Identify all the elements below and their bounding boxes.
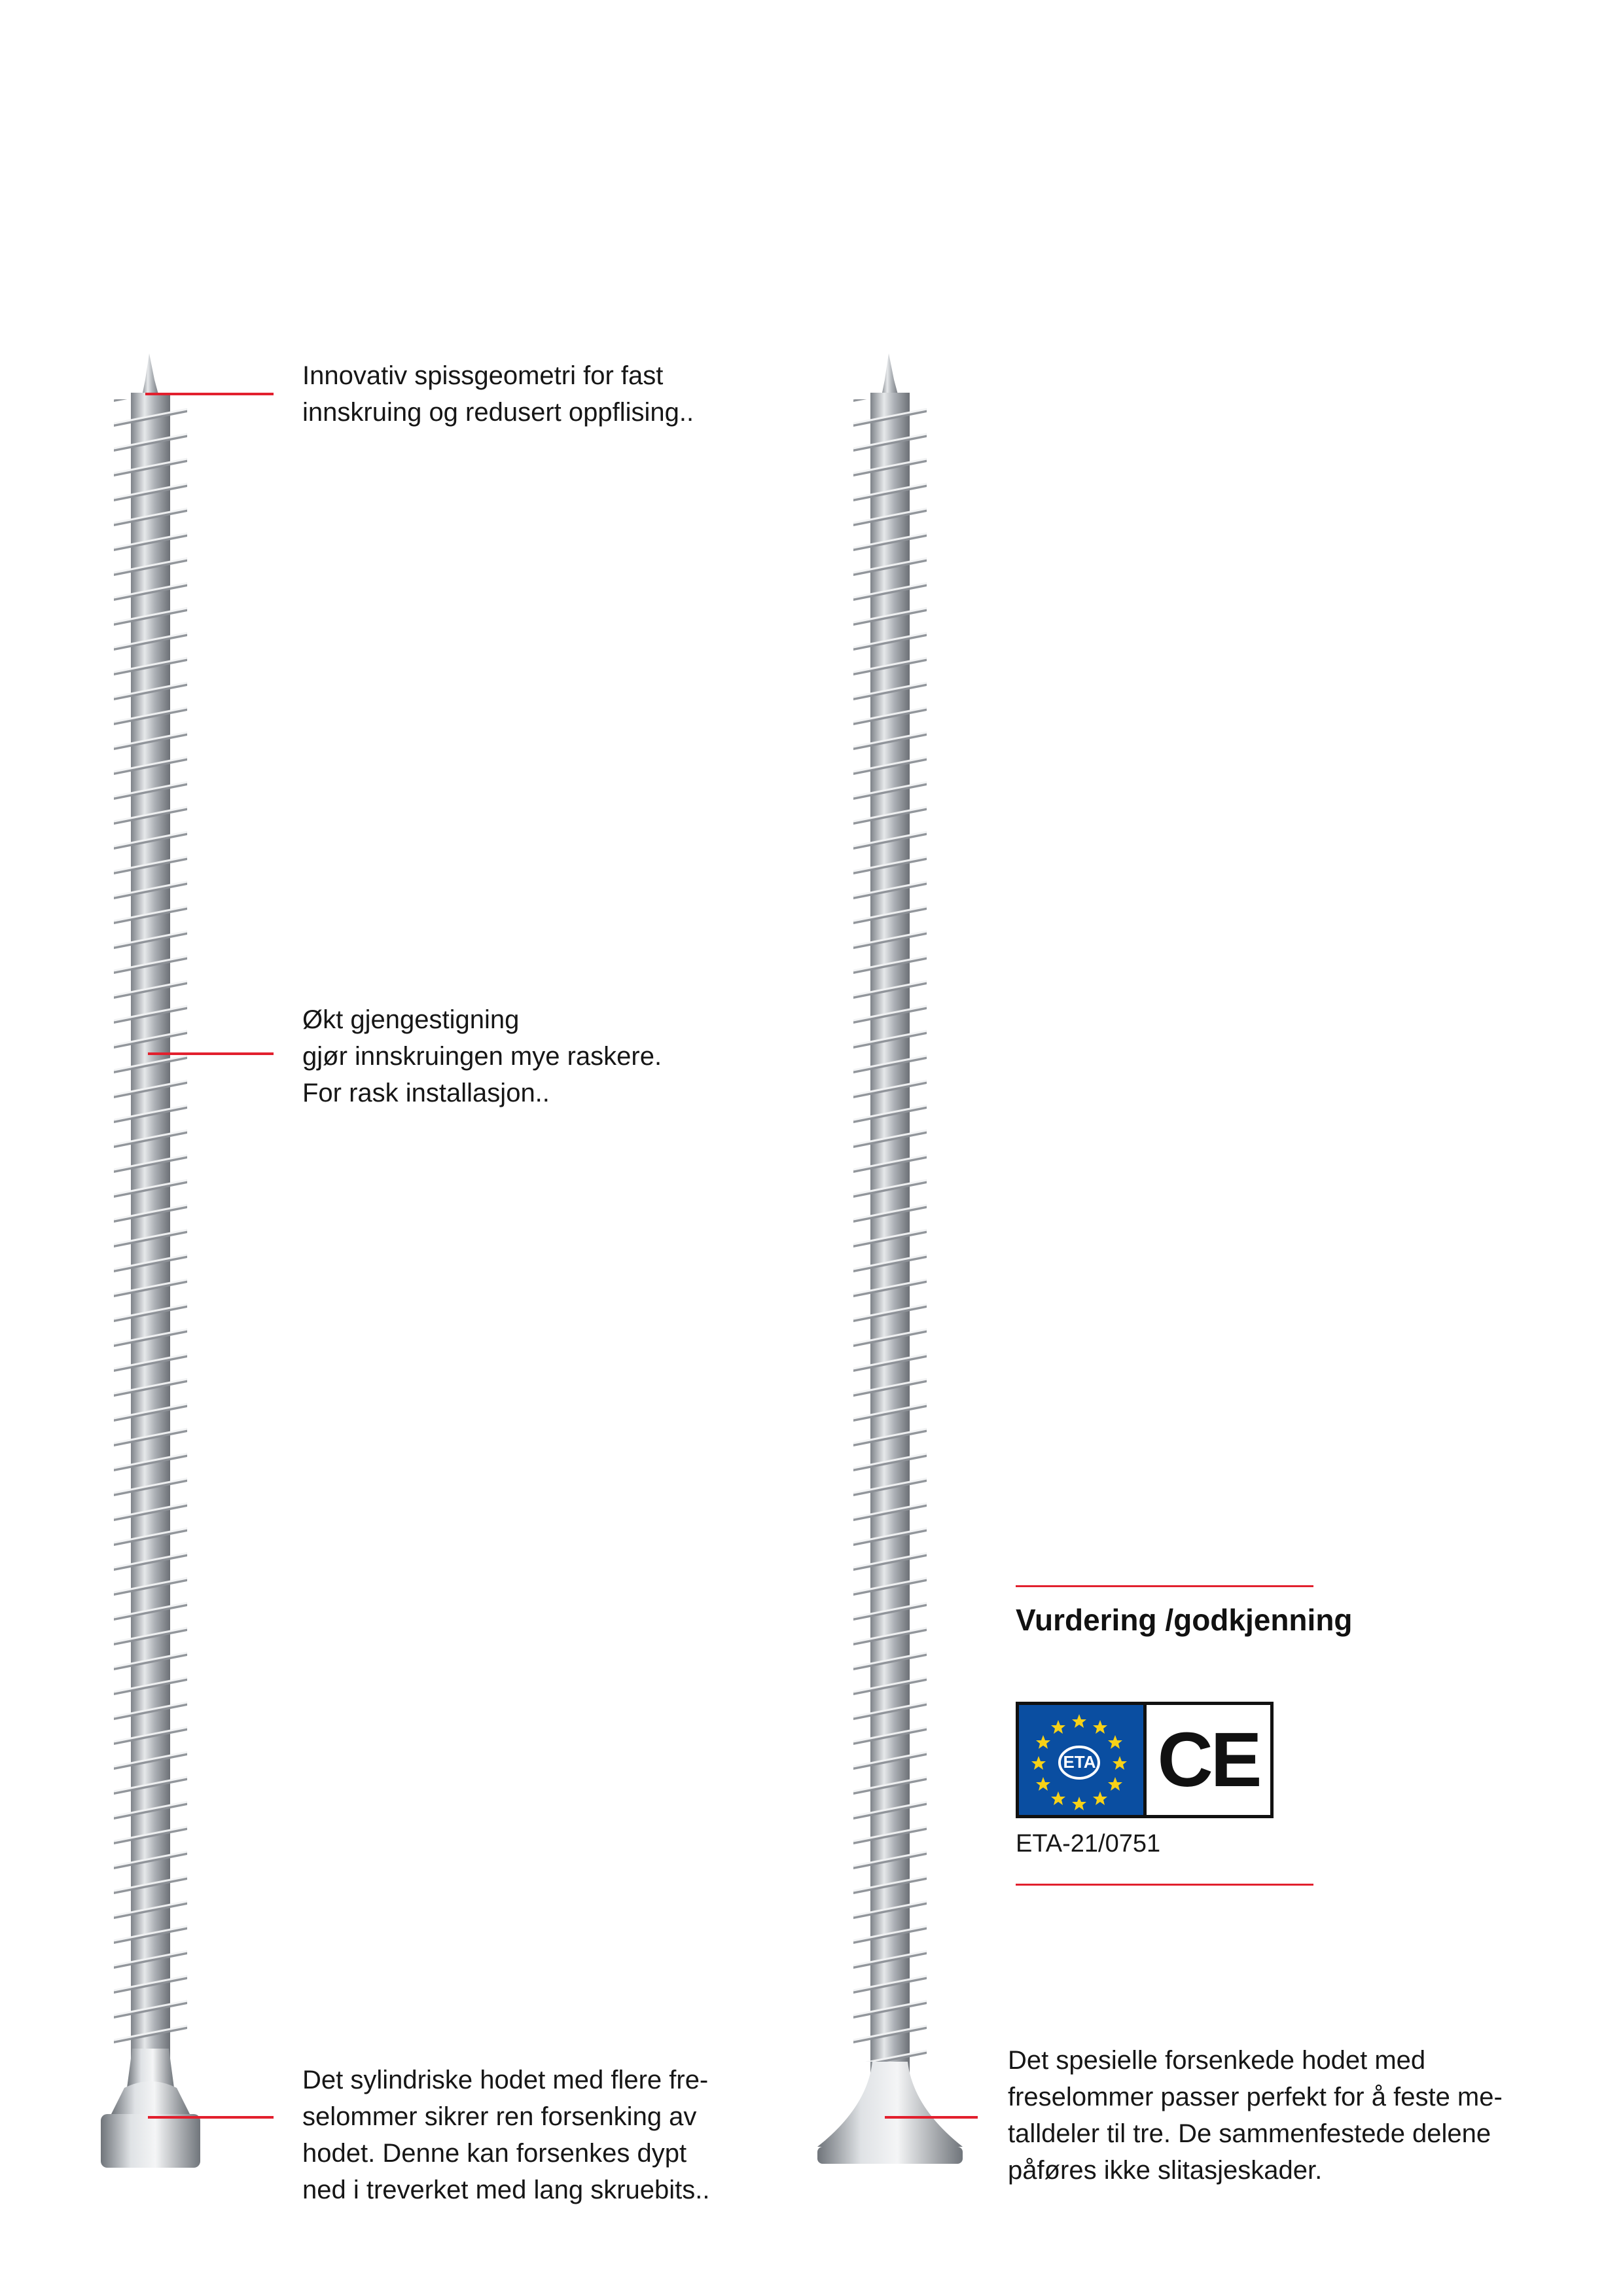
callout-tip-line-1: Innovativ spissgeometri for fast [302,361,664,390]
eta-badge-label: ETA [1063,1752,1096,1772]
callout-csk-line-2: freselommer passer perfekt for å feste me- [1008,2083,1503,2111]
callout-thread-line-3: For rask installasjon.. [302,1079,550,1107]
approval-rule-top [1016,1585,1313,1587]
callout-line-cylinder-head [148,2116,274,2119]
callout-cyl-line-2: selommer sikrer ren forsenking av [302,2102,697,2131]
callout-tip-line-2: innskruing og redusert oppflising.. [302,398,694,427]
callout-csk-line-3: talldeler til tre. De sammenfestede delene [1008,2119,1491,2148]
callout-line-thread [148,1052,274,1055]
callout-line-countersunk-head [885,2116,978,2119]
screw-cylinder-head-image [92,353,209,2173]
callout-line-tip [145,393,274,395]
callout-countersunk-head [1008,2042,1584,2189]
callout-cyl-line-4: ned i treverket med lang skruebits.. [302,2176,710,2204]
callout-tip-geometry [302,357,800,431]
approval-certification-badge [1016,1702,1274,1818]
callout-thread-pitch [302,1001,800,1111]
callout-thread-line-2: gjør innskruingen mye raskere. [302,1042,662,1071]
ce-mark: CE [1157,1717,1260,1803]
callout-cyl-line-3: hodet. Denne kan forsenkes dypt [302,2139,687,2168]
callout-thread-line-1: Økt gjengestigning [302,1005,520,1034]
callout-csk-line-1: Det spesielle forsenkede hodet med [1008,2046,1426,2075]
callout-cylinder-head [302,2062,800,2208]
ce-mark-panel [1147,1705,1270,1815]
approval-heading: Vurdering /godkjenning [1016,1603,1353,1637]
callout-csk-line-4: påføres ikke slitasjeskader. [1008,2156,1323,2185]
eta-eu-stars-logo [1019,1705,1147,1815]
screw-countersunk-head-image [815,353,965,2173]
eta-approval-code: ETA-21/0751 [1016,1830,1161,1857]
callout-cyl-line-1: Det sylindriske hodet med flere fre- [302,2066,709,2094]
approval-rule-bottom [1016,1884,1313,1886]
